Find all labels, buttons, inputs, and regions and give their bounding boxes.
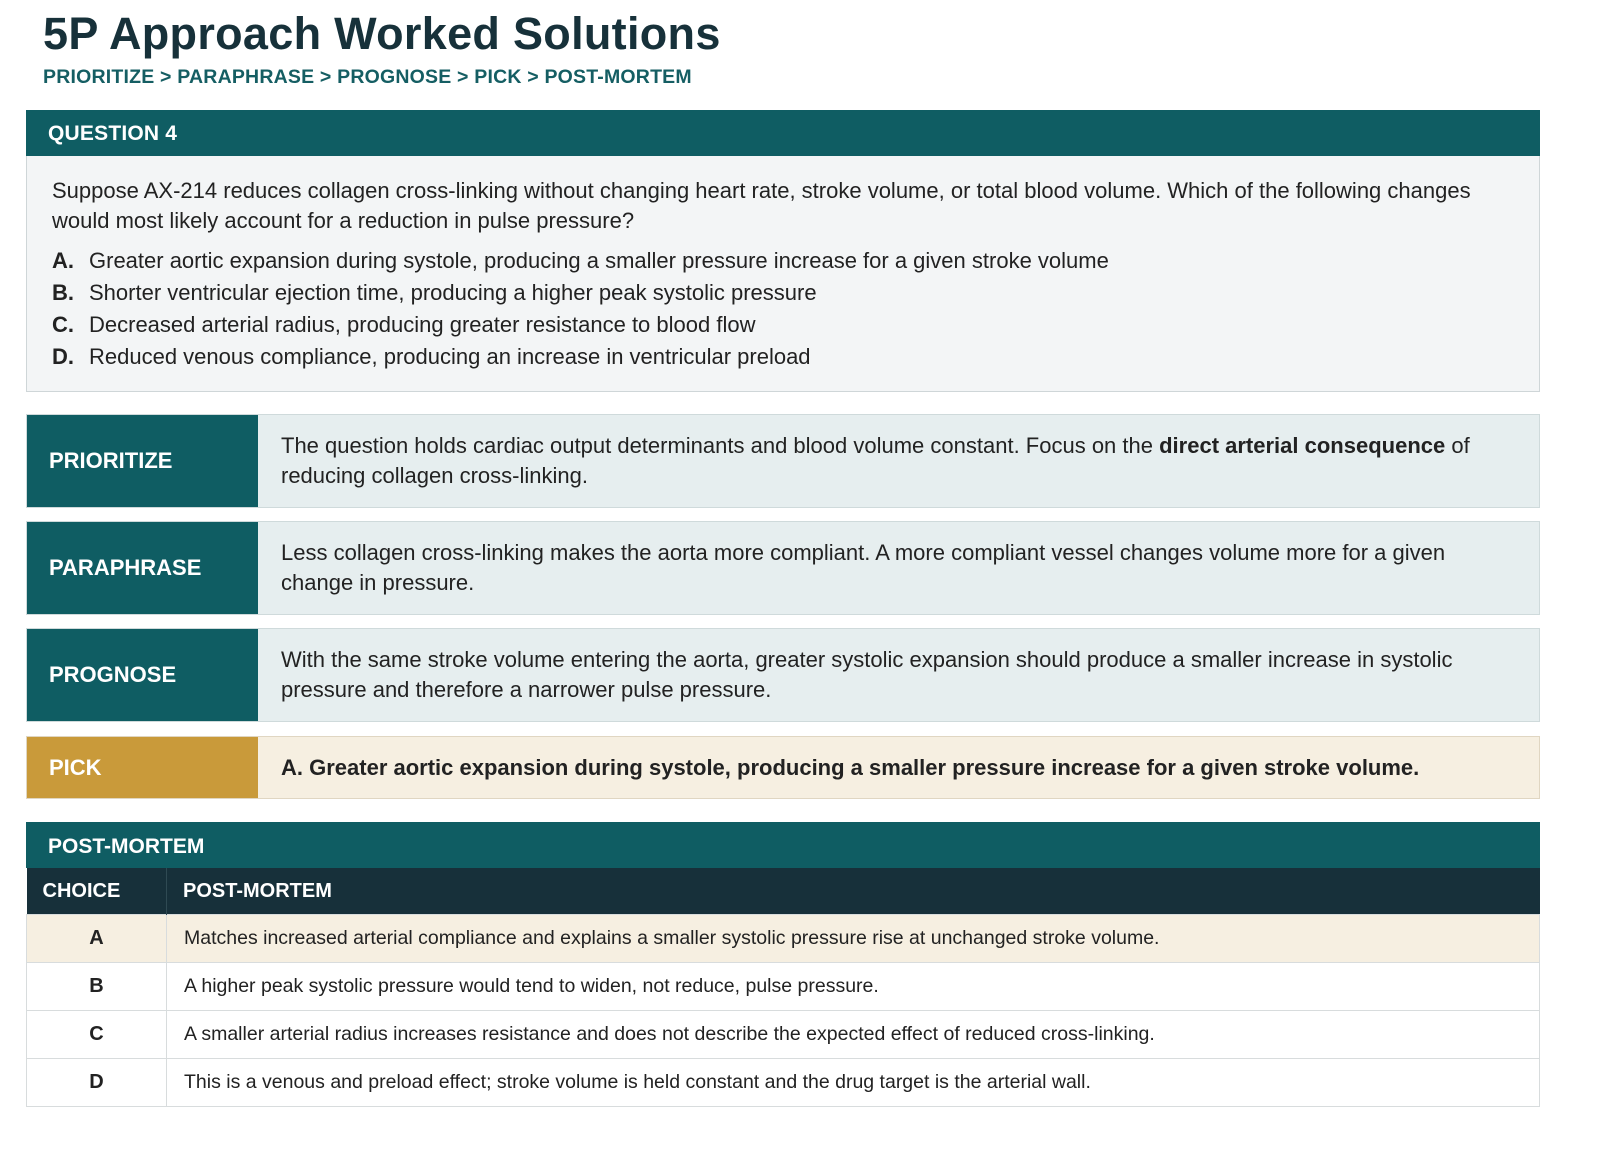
page-subtitle: PRIORITIZE > PARAPHRASE > PROGNOSE > PICK > POST-MORTEM [43,66,692,88]
picked-answer: A. Greater aortic expansion during systole, producing a smaller pressure increase for a given stroke volume. [281,754,1420,780]
step-text-emphasis: direct arterial consequence [1159,433,1446,458]
step-prioritize [26,414,1540,508]
answer-choice-d [52,342,811,372]
question-body [26,156,1540,392]
choice-letter: C. [52,312,74,337]
step-text: With the same stroke volume entering the aorta, greater systolic expansion should produce a smaller increase in systolic pressure and therefore a narrower pulse pressure. [281,647,1453,702]
choice-text: Shorter ventricular ejection time, producing a higher peak systolic pressure [89,280,817,305]
post-mortem-table [26,868,1540,1107]
choice-cell: B [27,963,167,1011]
explanation-cell: A smaller arterial radius increases resistance and does not describe the expected effect of reduced cross-linking. [167,1011,1540,1059]
step-label: PROGNOSE [27,629,258,721]
table-header-row [27,868,1540,915]
choice-letter: A. [52,248,74,273]
choice-cell: A [27,915,167,963]
choice-letter: B. [52,280,74,305]
choice-text: Greater aortic expansion during systole, producing a smaller pressure increase for a given stroke volume [89,248,1109,273]
answer-choice-a [52,246,1109,276]
table-row [27,963,1540,1011]
step-text [281,431,1511,491]
explanation-cell: A higher peak systolic pressure would tend to widen, not reduce, pulse pressure. [167,963,1540,1011]
choice-cell: C [27,1011,167,1059]
step-label: PICK [27,737,258,798]
page-title: 5P Approach Worked Solutions [43,8,721,59]
table-row [27,1011,1540,1059]
question-stem: Suppose AX-214 reduces collagen cross-linking without changing heart rate, stroke volume, or total blood volume. Which of the following changes would most likely account for a reduction in pulse pressure? [52,178,1471,233]
step-paraphrase [26,521,1540,615]
explanation-cell: This is a venous and preload effect; stroke volume is held constant and the drug target is the arterial wall. [167,1059,1540,1107]
table-row [27,1059,1540,1107]
step-text-after: of reducing collagen cross-linking. [281,433,1470,488]
step-prognose [26,628,1540,722]
post-mortem-header: POST-MORTEM [26,822,1540,868]
table-row [27,915,1540,963]
answer-choice-c [52,310,755,340]
step-label: PRIORITIZE [27,415,258,507]
question-header: QUESTION 4 [26,110,1540,156]
answer-choice-b [52,278,817,308]
step-text-before: The question holds cardiac output determinants and blood volume constant. Focus on the [281,433,1160,458]
column-header-choice: CHOICE [27,868,167,915]
step-label: PARAPHRASE [27,522,258,614]
choice-text: Reduced venous compliance, producing an increase in ventricular preload [89,344,811,369]
choice-cell: D [27,1059,167,1107]
step-text: Less collagen cross-linking makes the aorta more compliant. A more compliant vessel changes volume more for a given change in pressure. [281,540,1446,595]
explanation-cell: Matches increased arterial compliance and explains a smaller systolic pressure rise at unchanged stroke volume. [167,915,1540,963]
column-header-post-mortem: POST-MORTEM [167,868,1540,915]
choice-letter: D. [52,344,74,369]
step-pick [26,736,1540,799]
choice-text: Decreased arterial radius, producing greater resistance to blood flow [89,312,756,337]
